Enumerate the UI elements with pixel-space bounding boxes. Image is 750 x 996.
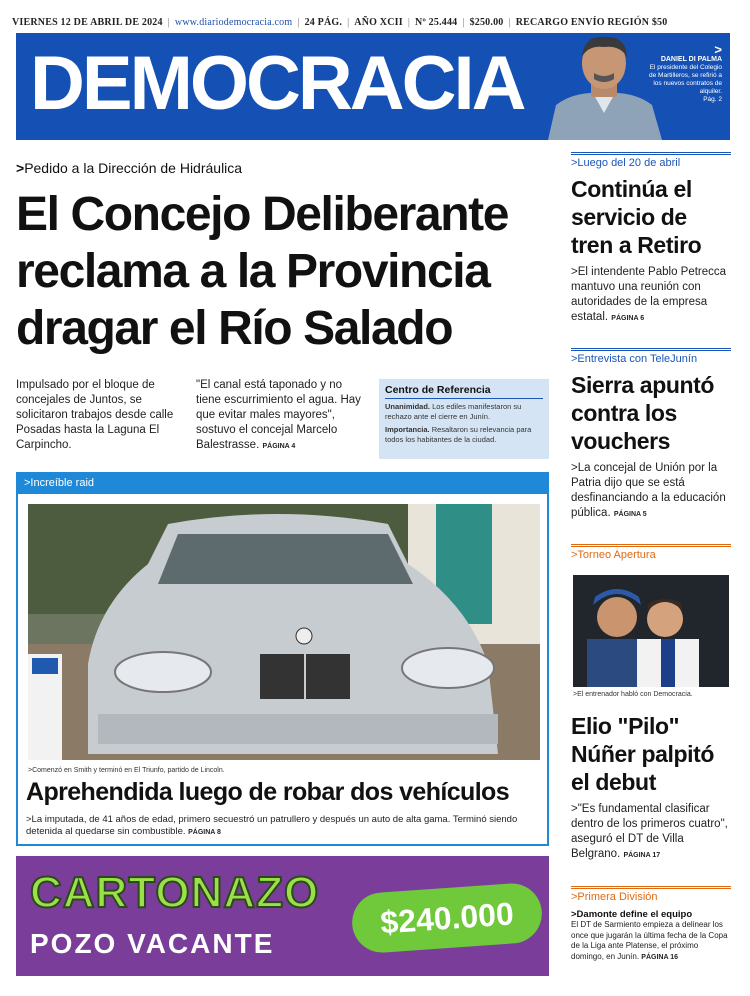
- pilo-body: >"Es fundamental clasificar dentro de los primeros cuatro", aseguró el DT de Villa Belgrano. PÁGINA 17: [571, 803, 728, 860]
- tren-tag: >Luego del 20 de abril: [571, 152, 731, 169]
- website-link[interactable]: www.diariodemocracia.com: [174, 16, 293, 28]
- year-number: AÑO XCII: [354, 16, 403, 28]
- main-kicker: >Pedido a la Dirección de Hidráulica: [16, 160, 243, 176]
- reference-box: [379, 379, 549, 459]
- main-subtext-2: "El canal está taponado y no tiene escurrimiento el agua. Hay que evitar males mayores", sostuvo el concejal Marcelo Balestrasse. PÁGINA 4: [196, 379, 361, 451]
- dateline-bar: VIERNES 12 DE ABRIL DE 2024 | www.diariodemocracia.com | 24 PÁG. | AÑO XCII | Nº 25.444 | $250.00 | RECARGO ENVÍO REGIÓN $50: [12, 16, 668, 28]
- masthead: [16, 33, 730, 140]
- tren-headline: Continúa el servicio de tren a Retiro: [571, 176, 702, 258]
- damonte-body: El DT de Sarmiento empieza a delinear los once que jugarán la última fecha de la Copa de la Liga ante Platense, el próximo domingo, en Junín. PÁGINA 16: [571, 920, 728, 961]
- person-text: El presidente del Colegio de Martilleros, se refirió a los nuevos contratos de alquiler.: [649, 64, 722, 95]
- soccer-photo: [573, 575, 729, 687]
- raid-headline[interactable]: Aprehendida luego de robar dos vehículos: [26, 778, 510, 806]
- tren-body: >El intendente Pablo Petrecca mantuvo una reunión con autoridades de la empresa estatal. PÁGINA 6: [571, 266, 727, 323]
- caption-arrow: >: [714, 42, 722, 57]
- raid-tag: >Increíble raid: [18, 474, 547, 494]
- sierra-story[interactable]: [571, 348, 731, 522]
- photo-caption: >Comenzó en Smith y terminó en El Triunfo, partido de Lincoln.: [28, 767, 225, 774]
- raid-story[interactable]: [16, 472, 549, 846]
- page-ref: PÁGINA 8: [188, 829, 221, 836]
- raid-body: >La imputada, de 41 años de edad, primero secuestró un patrullero y después un auto de alta gama. Terminó siendo detenida al quedarse sin combustible. PÁGINA 8: [26, 814, 518, 837]
- cartonazo-ad[interactable]: [16, 856, 549, 976]
- damonte-story[interactable]: [571, 886, 731, 963]
- issue-date: VIERNES 12 DE ABRIL DE 2024: [12, 16, 163, 28]
- reference-item-1: Unanimidad. Los ediles manifestaron su rechazo ante el cierre en Junín.: [385, 402, 522, 421]
- page-count: 24 PÁG.: [304, 16, 343, 28]
- person-name: DANIEL DI PALMA: [660, 56, 722, 63]
- ad-prize: $240.000: [350, 881, 544, 954]
- tren-story[interactable]: [571, 152, 731, 326]
- newspaper-logo: DEMOCRACIA: [30, 41, 524, 126]
- reference-item-2: Importancia. Resaltaron su relevancia para todos los habitantes de la ciudad.: [385, 425, 532, 444]
- soccer-caption: >El entrenador habló con Democracia.: [573, 691, 693, 698]
- pilo-story[interactable]: [571, 712, 731, 863]
- page-ref: PÁGINA 4: [262, 443, 296, 450]
- ad-title: CARTONAZO: [30, 868, 320, 917]
- person-page: Pág. 2: [703, 96, 722, 103]
- car-photo: [28, 504, 540, 760]
- torneo-story[interactable]: [571, 544, 731, 561]
- issue-number: Nº 25.444: [415, 16, 458, 28]
- reference-title: Centro de Referencia: [385, 384, 543, 399]
- damonte-headline: >Damonte define el equipo: [571, 909, 693, 920]
- price: $250.00: [469, 16, 504, 28]
- pilo-headline: Elio "Pilo" Núñer palpitó el debut: [571, 713, 715, 795]
- ad-subtitle: POZO VACANTE: [30, 928, 275, 959]
- person-caption: [648, 43, 722, 104]
- torneo-tag: >Torneo Apertura: [571, 544, 731, 561]
- primera-tag: >Primera División: [571, 886, 731, 903]
- shipping-surcharge: RECARGO ENVÍO REGIÓN $50: [515, 16, 668, 28]
- sierra-tag: >Entrevista con TeleJunín: [571, 348, 731, 365]
- main-headline[interactable]: El Concejo Deliberante reclama a la Provincia dragar el Río Salado: [16, 188, 508, 355]
- main-subtext-1: Impulsado por el bloque de concejales de Juntos, se solicitaron trabajos desde calle Posadas hasta la Laguna El Carpincho.: [16, 379, 174, 451]
- sierra-body: >La concejal de Unión por la Patria dijo que se está desfinanciando a la educación pública. PÁGINA 5: [571, 462, 726, 519]
- sierra-headline: Sierra apuntó contra los vouchers: [571, 372, 715, 454]
